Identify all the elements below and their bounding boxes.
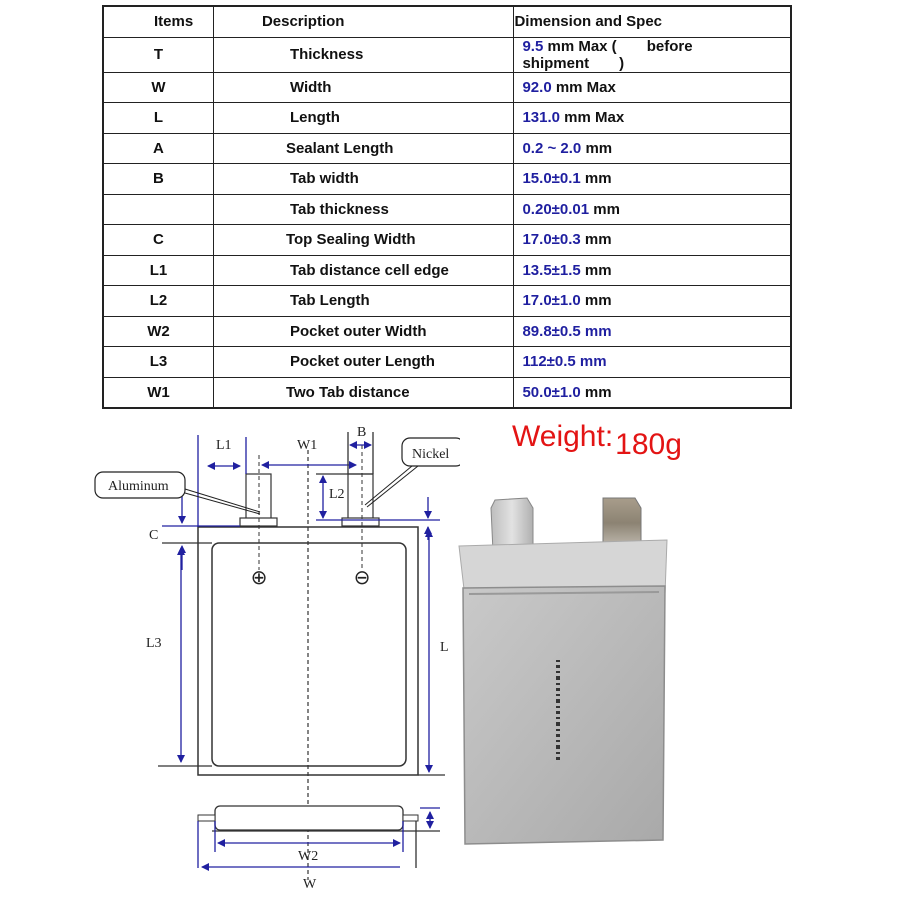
weight-annotation [512, 420, 682, 461]
spec-unit: mm [581, 139, 613, 157]
row-description: Pocket outer Width [213, 316, 514, 347]
header-items: Items [103, 6, 213, 37]
label-c: C [149, 528, 159, 543]
spec-value: 13.5±1.5 [522, 261, 581, 279]
spec-value: 131.0 [522, 109, 561, 127]
table-row [103, 286, 791, 317]
table-row [103, 316, 791, 347]
row-description: Thickness [213, 37, 514, 72]
label-b: B [357, 425, 367, 440]
table-row [103, 133, 791, 164]
row-spec [514, 194, 791, 225]
row-description: Top Sealing Width [213, 225, 514, 256]
spec-value: 112±0.5 mm [522, 353, 607, 371]
label-l: L [440, 640, 449, 655]
spec-unit: mm Max [560, 109, 625, 127]
spec-unit: mm Max [551, 78, 616, 96]
label-w1: W1 [297, 438, 318, 453]
table-row [103, 103, 791, 134]
spec-unit: mm [589, 200, 620, 218]
row-spec [514, 347, 791, 378]
spec-unit: mm [580, 292, 612, 310]
header-spec: Dimension and Spec [514, 6, 791, 37]
row-item: W2 [103, 316, 213, 347]
spec-note: before shipment [522, 37, 693, 72]
table-row [103, 72, 791, 103]
row-description: Two Tab distance [213, 377, 514, 408]
label-w: W [303, 877, 317, 892]
spec-note-end: ) [619, 54, 625, 72]
spec-value: 17.0±0.3 [522, 231, 581, 249]
spec-value: 15.0±0.1 [522, 170, 581, 188]
table-row [103, 377, 791, 408]
label-l2: L2 [329, 487, 345, 502]
row-item: W [103, 72, 213, 103]
row-spec [514, 225, 791, 256]
spec-value: 50.0±1.0 [522, 383, 581, 401]
row-spec [514, 133, 791, 164]
row-spec [514, 72, 791, 103]
spec-value: 17.0±1.0 [522, 292, 581, 310]
spec-unit: mm [580, 383, 612, 401]
row-spec [514, 255, 791, 286]
battery-body-photo [463, 586, 665, 844]
label-l1: L1 [216, 438, 232, 453]
row-description: Tab width [213, 164, 514, 195]
row-spec [514, 164, 791, 195]
weight-label: Weight: [512, 420, 614, 453]
nickel-tab [348, 474, 373, 519]
label-nickel: Nickel [412, 447, 450, 462]
row-description: Width [213, 72, 514, 103]
label-aluminum: Aluminum [108, 479, 169, 494]
battery-photo [455, 490, 685, 850]
row-spec [514, 103, 791, 134]
row-description: Length [213, 103, 514, 134]
side-view-pocket [215, 806, 403, 830]
row-item: W1 [103, 377, 213, 408]
row-description: Tab distance cell edge [213, 255, 514, 286]
row-spec [514, 316, 791, 347]
row-description: Sealant Length [213, 133, 514, 164]
weight-value: 180g [615, 428, 682, 461]
row-description: Tab thickness [213, 194, 514, 225]
positive-terminal-icon: ⊕ [250, 565, 268, 589]
battery-dimension-diagram [0, 410, 460, 900]
table-row [103, 255, 791, 286]
table-header-row [103, 6, 791, 37]
spec-unit: mm Max ( [543, 37, 617, 55]
spec-value: 89.8±0.5 mm [522, 322, 612, 340]
spec-unit: mm [580, 170, 612, 188]
row-item: C [103, 225, 213, 256]
row-item: L3 [103, 347, 213, 378]
row-item: T [103, 37, 213, 72]
spec-unit: mm [580, 231, 612, 249]
row-spec [514, 286, 791, 317]
table-row [103, 347, 791, 378]
row-spec [514, 377, 791, 408]
table-row [103, 194, 791, 225]
spec-value: 0.20±0.01 [522, 200, 590, 218]
spec-value: 92.0 [522, 78, 552, 96]
spec-value: 9.5 [522, 37, 544, 55]
pocket-outline [212, 543, 406, 766]
label-w2: W2 [298, 849, 319, 864]
row-description: Tab Length [213, 286, 514, 317]
table-row [103, 225, 791, 256]
row-spec [514, 37, 791, 72]
negative-terminal-icon: ⊖ [353, 565, 371, 589]
table-row [103, 164, 791, 195]
spec-unit: mm [580, 261, 612, 279]
row-description: Pocket outer Length [213, 347, 514, 378]
row-item: L [103, 103, 213, 134]
row-item: L2 [103, 286, 213, 317]
label-l3: L3 [146, 636, 162, 651]
row-item [103, 194, 213, 225]
table-row [103, 37, 791, 72]
header-description: Description [213, 6, 514, 37]
row-item: B [103, 164, 213, 195]
row-item: A [103, 133, 213, 164]
spec-value: 0.2 ~ 2.0 [522, 139, 582, 157]
row-item: L1 [103, 255, 213, 286]
spec-table [102, 5, 792, 409]
